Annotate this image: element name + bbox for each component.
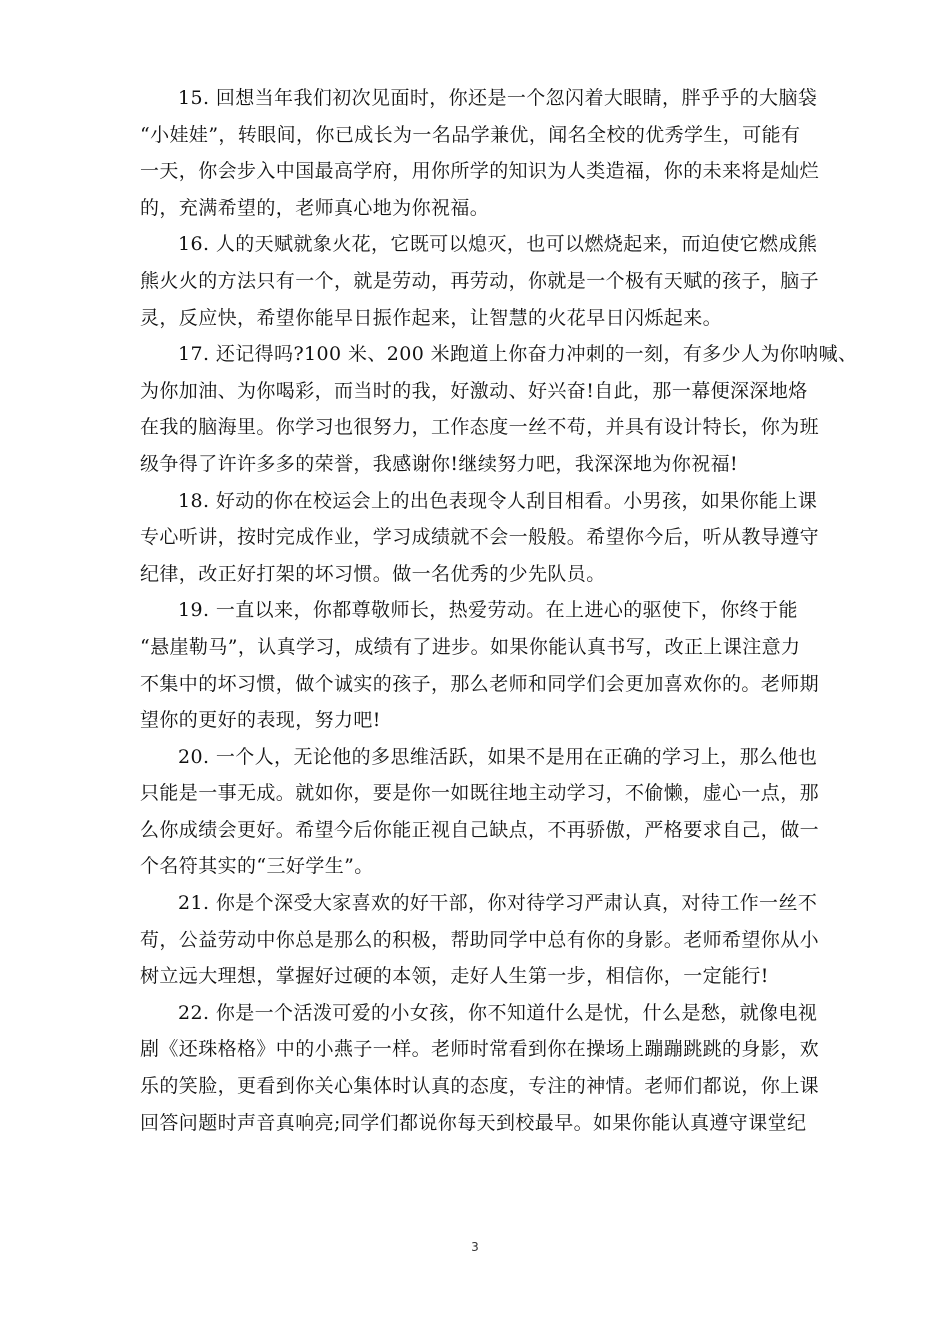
- paragraph-18: [140, 483, 820, 593]
- paragraph-line: 16. 人的天赋就象火花，它既可以熄灭，也可以燃烧起来，而迫使它燃成熊: [178, 233, 818, 256]
- paragraph-line: 乐的笑脸，更看到你关心集体时认真的态度，专注的神情。老师们都说，你上课: [140, 1075, 820, 1098]
- paragraph-20: [140, 739, 820, 885]
- paragraph-22: [140, 995, 820, 1141]
- paragraph-line: 的，充满希望的，老师真心地为你祝福。: [140, 196, 490, 219]
- paragraph-line: 纪律，改正好打架的坏习惯。做一名优秀的少先队员。: [140, 562, 606, 585]
- paragraph-line: 回答问题时声音真响亮;同学们都说你每天到校最早。如果你能认真遵守课堂纪: [140, 1111, 807, 1134]
- paragraph-line: 级争得了许许多多的荣誉，我感谢你!继续努力吧，我深深地为你祝福!: [140, 452, 739, 475]
- paragraph-line: 为你加油、为你喝彩，而当时的我，好激动、好兴奋!自此，那一幕便深深地烙: [140, 379, 808, 402]
- paragraph-line: 21. 你是个深受大家喜欢的好干部，你对待学习严肃认真，对待工作一丝不: [178, 892, 818, 915]
- page-number: 3: [471, 1240, 479, 1254]
- document-body: [140, 80, 858, 1141]
- paragraph-line: 望你的更好的表现，努力吧!: [140, 709, 381, 732]
- paragraph-line: 18. 好动的你在校运会上的出色表现令人刮目相看。小男孩，如果你能上课: [178, 489, 818, 512]
- paragraph-line: 么你成绩会更好。希望今后你能正视自己缺点，不再骄傲，严格要求自己，做一: [140, 818, 820, 841]
- paragraph-line: 一天，你会步入中国最高学府，用你所学的知识为人类造福，你的未来将是灿烂: [140, 160, 820, 183]
- paragraph-17: [140, 336, 858, 482]
- paragraph-line: 专心听讲，按时完成作业，学习成绩就不会一般般。希望你今后，听从教导遵守: [140, 526, 820, 549]
- paragraph-21: [140, 885, 820, 995]
- paragraph-15: [140, 80, 820, 226]
- paragraph-line: 不集中的坏习惯，做个诚实的孩子，那么老师和同学们会更加喜欢你的。老师期: [140, 672, 820, 695]
- paragraph-line: 17. 还记得吗?100 米、200 米跑道上你奋力冲刺的一刻，有多少人为你呐喊、: [178, 343, 858, 366]
- paragraph-line: 苟，公益劳动中你总是那么的积极，帮助同学中总有你的身影。老师希望你从小: [140, 928, 820, 951]
- paragraph-line: 22. 你是一个活泼可爱的小女孩，你不知道什么是忧，什么是愁，就像电视: [178, 1001, 818, 1024]
- paragraph-line: “悬崖勒马”，认真学习，成绩有了进步。如果你能认真书写，改正上课注意力: [140, 635, 801, 658]
- paragraph-line: 19. 一直以来，你都尊敬师长，热爱劳动。在上进心的驱使下，你终于能: [178, 599, 798, 622]
- paragraph-line: 剧《还珠格格》中的小燕子一样。老师时常看到你在操场上蹦蹦跳跳的身影，欢: [140, 1038, 820, 1061]
- paragraph-line: 树立远大理想，掌握好过硬的本领，走好人生第一步，相信你，一定能行!: [140, 965, 769, 988]
- paragraph-16: [140, 226, 820, 336]
- paragraph-line: 个名符其实的“三好学生”。: [140, 855, 374, 878]
- paragraph-line: 20. 一个人，无论他的多思维活跃，如果不是用在正确的学习上，那么他也: [178, 745, 818, 768]
- paragraph-line: 熊火火的方法只有一个，就是劳动，再劳动，你就是一个极有天赋的孩子，脑子: [140, 269, 820, 292]
- paragraph-line: 只能是一事无成。就如你，要是你一如既往地主动学习，不偷懒，虚心一点，那: [140, 782, 820, 805]
- paragraph-line: 在我的脑海里。你学习也很努力，工作态度一丝不苟，并具有设计特长，你为班: [140, 416, 820, 439]
- paragraph-line: 灵，反应快，希望你能早日振作起来，让智慧的火花早日闪烁起来。: [140, 306, 723, 329]
- paragraph-line: 15. 回想当年我们初次见面时，你还是一个忽闪着大眼睛，胖乎乎的大脑袋: [178, 87, 818, 109]
- paragraph-line: “小娃娃”，转眼间，你已成长为一名品学兼优，闻名全校的优秀学生，可能有: [140, 123, 801, 146]
- paragraph-19: [140, 592, 820, 738]
